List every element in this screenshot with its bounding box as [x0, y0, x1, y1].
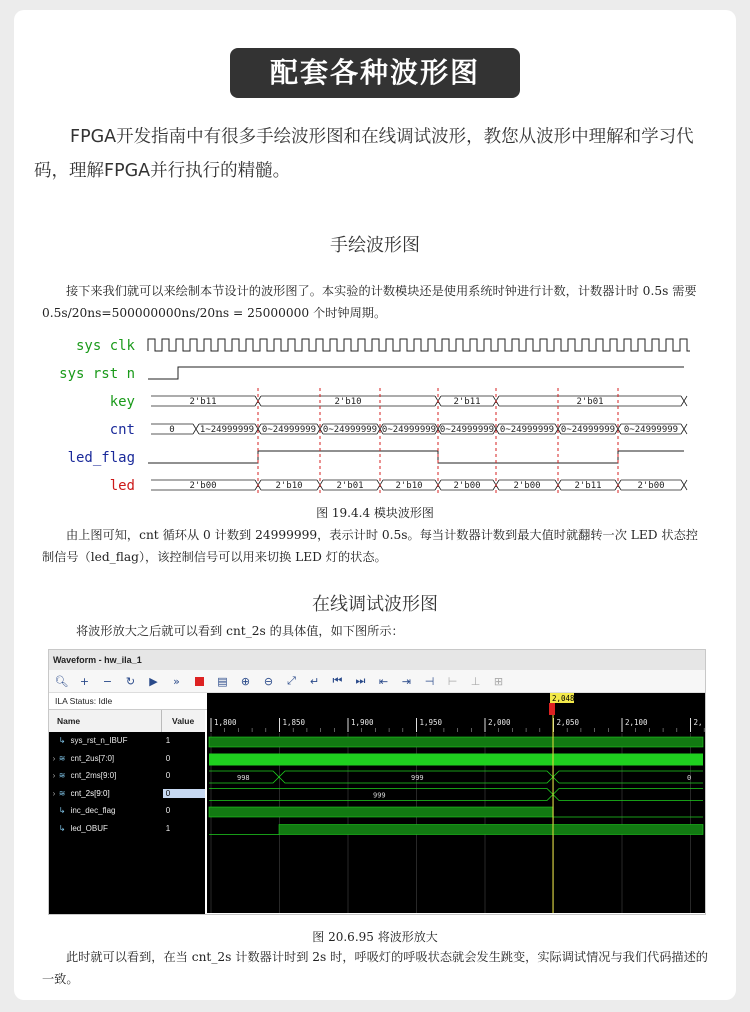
cnt-value: 0~24999999 — [623, 425, 679, 435]
waveform-signal-label: led — [109, 478, 135, 494]
signal-value: 0 — [163, 789, 205, 798]
signal-name: inc_dec_flag — [70, 806, 116, 816]
cnt-value: 0~24999999 — [439, 425, 495, 435]
cnt-value: 1~24999999 — [199, 425, 255, 435]
cnt-segment — [151, 424, 199, 434]
cursor-handle[interactable] — [549, 703, 555, 715]
led-flag-wave — [148, 451, 684, 463]
axis-tick-label: 1,950 — [419, 718, 443, 727]
led-value: 2'b10 — [395, 481, 423, 491]
remove-icon[interactable]: − — [102, 674, 113, 688]
signal-name: cnt_2ms[9:0] — [70, 771, 117, 781]
run-immediate-icon[interactable]: » — [173, 674, 180, 688]
signal-type-icon: ≋ — [58, 788, 66, 798]
section2-paragraph: 将波形放大之后就可以看到 cnt_2s 的具体值，如下图所示： — [76, 624, 404, 638]
ila-body — [49, 693, 705, 914]
led-value: 2'b00 — [637, 481, 665, 491]
value-column-header[interactable]: Value — [172, 716, 195, 726]
signal-value: 0 — [165, 771, 171, 781]
signal-type-icon: ≋ — [58, 753, 66, 763]
cnt-2us-trace — [209, 754, 703, 766]
key-value: 2'b01 — [576, 397, 604, 407]
ila-status: ILA Status: Idle — [49, 693, 210, 710]
expand-chevron-icon[interactable]: › — [52, 771, 56, 781]
waveform-signal-label: key — [109, 394, 135, 410]
search-icon[interactable]: 🔍︎ — [54, 674, 69, 688]
waveform-signal-label: sys clk — [75, 338, 135, 354]
led-value: 2'b00 — [189, 481, 217, 491]
signal-row[interactable] — [49, 767, 205, 785]
add-marker-icon[interactable]: ⊣ — [424, 674, 435, 688]
swap-cursors-icon[interactable]: ⊞ — [493, 674, 504, 688]
zoom-in-icon[interactable]: ⊕ — [240, 674, 251, 688]
cnt-value: 0~24999999 — [560, 425, 616, 435]
cnt-value: 0~24999999 — [261, 425, 317, 435]
sys-rst-n-wave — [148, 367, 684, 379]
refresh-icon[interactable]: ↻ — [125, 674, 136, 688]
go-to-cursor-icon[interactable]: ↵ — [309, 674, 320, 688]
cursor-value: 2,048 — [552, 694, 575, 703]
previous-marker-icon[interactable]: ⊢ — [447, 674, 458, 688]
axis-tick-label: 1,850 — [282, 718, 306, 727]
cnt-value: 0~24999999 — [499, 425, 555, 435]
expand-chevron-icon[interactable]: › — [52, 788, 56, 798]
waveform-plot[interactable] — [207, 693, 705, 913]
intro-paragraph: FPGA开发指南中有很多手绘波形图和在线调试波形，教您从波形中理解和学习代码，理解FPGA并行执行的精髓。 — [34, 127, 694, 181]
previous-transition-icon[interactable]: ⇤ — [378, 674, 389, 688]
zoom-out-icon[interactable]: ⊖ — [263, 674, 274, 688]
cnt-2ms-value-label: 998 — [237, 774, 250, 782]
led-value: 2'b00 — [453, 481, 481, 491]
cnt-2ms-value-label: 999 — [411, 774, 424, 782]
timing-diagram — [50, 328, 690, 500]
go-to-start-icon[interactable]: ⏮ — [332, 674, 343, 687]
sys-clk-wave — [148, 339, 690, 351]
led-obuf-trace — [279, 825, 703, 835]
led-value: 2'b11 — [574, 481, 602, 491]
signal-type-icon: ↳ — [58, 736, 66, 746]
go-to-end-icon[interactable]: ⏭ — [355, 674, 366, 687]
signal-name: sys_rst_n_IBUF — [70, 736, 128, 746]
signal-row[interactable] — [49, 820, 205, 838]
add-icon[interactable]: + — [79, 674, 90, 688]
axis-tick-label: 2,000 — [488, 718, 511, 727]
signal-value: 1 — [165, 736, 171, 746]
section2-paragraph-2: 此时就可以看到，在当 cnt_2s 计数器计时到 2s 时，呼吸灯的呼吸状态就会发生跳变，实际调试情况与我们代码描述的一致。 — [42, 950, 708, 986]
signal-name: cnt_2s[9:0] — [70, 788, 110, 798]
section1-paragraph: 接下来我们就可以来绘制本节设计的波形图了。本实验的计数模块还是使用系统时钟进行计数，计数器计时 0.5s 需要 0.5s/20ns=500000000ns/20ns = 25000000 个时钟周期。 — [42, 284, 697, 320]
section1-paragraph-2: 由上图可知，cnt 循环从 0 计数到 24999999，表示计时 0.5s。每当计数器计数到最大值时就翻转一次 LED 状态控制信号（led_flag），该控制信号可以用来切换 LED 灯的状态。 — [42, 528, 698, 564]
section-banner: 配套各种波形图 — [230, 48, 520, 98]
signal-value: 1 — [165, 823, 171, 833]
export-icon[interactable]: ▤ — [217, 674, 228, 688]
next-marker-icon[interactable]: ⊥ — [470, 674, 481, 688]
zoom-fit-icon[interactable]: ⤢ — [287, 674, 296, 687]
signal-list — [49, 710, 205, 914]
signal-type-icon: ↳ — [58, 823, 66, 833]
signal-row[interactable] — [49, 750, 205, 768]
cnt-2s-trace — [209, 789, 703, 801]
waveform-signal-label: cnt — [109, 422, 135, 438]
axis-tick-label: 1,800 — [214, 718, 237, 727]
figure-caption-1: 图 19.4.4 模块波形图 — [316, 506, 434, 520]
run-trigger-icon[interactable]: ▶ — [149, 674, 158, 688]
expand-chevron-icon[interactable]: › — [52, 753, 56, 763]
ila-toolbar — [49, 670, 705, 693]
cnt-value: 0~24999999 — [381, 425, 437, 435]
ila-waveform-window — [48, 649, 706, 915]
signal-type-icon: ↳ — [58, 806, 66, 816]
section-title-hand-drawn: 手绘波形图 — [330, 235, 420, 256]
axis-tick-label: 1,900 — [351, 718, 374, 727]
signal-list-header — [49, 710, 205, 732]
signal-name: led_OBUF — [70, 823, 108, 833]
key-value: 2'b10 — [334, 397, 362, 407]
waveform-signal-label: sys rst n — [59, 366, 135, 382]
key-value: 2'b11 — [189, 397, 217, 407]
sys-rst-n-trace — [209, 737, 703, 747]
led-value: 2'b00 — [513, 481, 541, 491]
cnt-value: 0~24999999 — [322, 425, 378, 435]
led-value: 2'b01 — [336, 481, 364, 491]
signal-value: 0 — [165, 806, 171, 816]
led-value: 2'b10 — [275, 481, 303, 491]
signal-row[interactable] — [49, 802, 205, 820]
signal-name: cnt_2us[7:0] — [70, 753, 115, 763]
figure-caption-2: 图 20.6.95 将波形放大 — [312, 930, 438, 944]
signal-row[interactable] — [49, 732, 205, 750]
signal-value: 0 — [165, 753, 171, 763]
cnt-value: 0 — [169, 425, 175, 435]
axis-tick-label: 2,050 — [556, 718, 580, 727]
signal-type-icon: ≋ — [58, 771, 66, 781]
section-title-online-debug: 在线调试波形图 — [312, 594, 438, 615]
axis-tick-label: 2, — [693, 718, 703, 727]
key-value: 2'b11 — [453, 397, 481, 407]
name-column-header[interactable]: Name — [49, 710, 162, 732]
cnt-2s-value-label: 999 — [373, 791, 386, 800]
cnt-2ms-trace — [209, 771, 703, 783]
ila-window-title: Waveform - hw_ila_1 — [49, 650, 705, 670]
next-transition-icon[interactable]: ⇥ — [401, 674, 412, 688]
inc-dec-flag-trace — [209, 807, 553, 817]
waveform-signal-label: led_flag — [67, 450, 135, 466]
axis-tick-label: 2,100 — [625, 718, 648, 727]
signal-row[interactable] — [49, 785, 205, 803]
cnt-2ms-value-label: 0 — [687, 774, 692, 782]
stop-icon[interactable] — [191, 673, 208, 690]
